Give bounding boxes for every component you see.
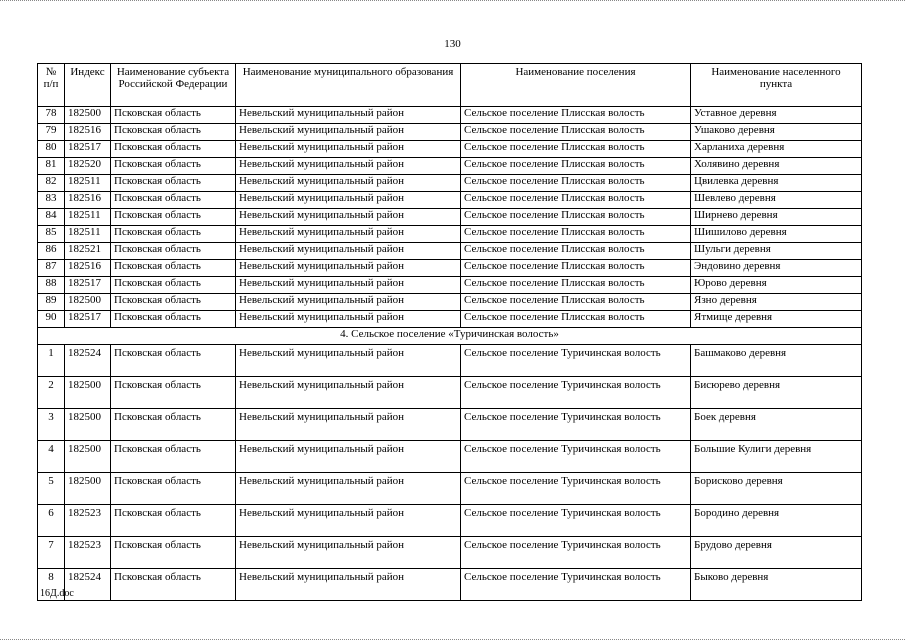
table-row (38, 277, 862, 294)
cell-municipality: Невельский муниципальный район (236, 158, 461, 175)
cell-locality: Башмаково деревня (691, 345, 862, 377)
cell-settlement: Сельское поселение Плисская волость (461, 192, 691, 209)
cell-locality: Большие Кулиги деревня (691, 441, 862, 473)
cell-locality: Эндовино деревня (691, 260, 862, 277)
section-heading-group (38, 328, 862, 345)
scan-edge-bottom (0, 631, 905, 640)
cell-locality: Язно деревня (691, 294, 862, 311)
header-num: № п/п (38, 64, 65, 107)
cell-num: 87 (38, 260, 65, 277)
cell-index: 182523 (65, 505, 111, 537)
table-row (38, 107, 862, 124)
cell-settlement: Сельское поселение Туричинская волость (461, 345, 691, 377)
table-row (38, 141, 862, 158)
cell-subject: Псковская область (111, 158, 236, 175)
settlement-registry-table (37, 63, 862, 601)
cell-locality: Холявино деревня (691, 158, 862, 175)
cell-locality: Харланиха деревня (691, 141, 862, 158)
header-settlement: Наименование поселения (461, 64, 691, 107)
cell-num: 80 (38, 141, 65, 158)
cell-index: 182500 (65, 377, 111, 409)
cell-subject: Псковская область (111, 569, 236, 601)
cell-subject: Псковская область (111, 277, 236, 294)
cell-num: 5 (38, 473, 65, 505)
cell-municipality: Невельский муниципальный район (236, 141, 461, 158)
cell-locality: Шевлево деревня (691, 192, 862, 209)
cell-settlement: Сельское поселение Плисская волость (461, 243, 691, 260)
table-row (38, 158, 862, 175)
cell-subject: Псковская область (111, 505, 236, 537)
cell-municipality: Невельский муниципальный район (236, 226, 461, 243)
cell-subject: Псковская область (111, 311, 236, 328)
cell-settlement: Сельское поселение Плисская волость (461, 175, 691, 192)
table-row (38, 294, 862, 311)
cell-index: 182517 (65, 311, 111, 328)
cell-num: 85 (38, 226, 65, 243)
cell-locality: Шульги деревня (691, 243, 862, 260)
cell-municipality: Невельский муниципальный район (236, 409, 461, 441)
table-row (38, 260, 862, 277)
cell-index: 182500 (65, 107, 111, 124)
table-row (38, 243, 862, 260)
cell-num: 2 (38, 377, 65, 409)
cell-locality: Юрово деревня (691, 277, 862, 294)
cell-num: 84 (38, 209, 65, 226)
cell-num: 82 (38, 175, 65, 192)
cell-subject: Псковская область (111, 209, 236, 226)
cell-index: 182500 (65, 473, 111, 505)
cell-subject: Псковская область (111, 409, 236, 441)
cell-num: 86 (38, 243, 65, 260)
table-row (38, 124, 862, 141)
cell-municipality: Невельский муниципальный район (236, 505, 461, 537)
cell-num: 79 (38, 124, 65, 141)
cell-locality: Ширнево деревня (691, 209, 862, 226)
cell-municipality: Невельский муниципальный район (236, 377, 461, 409)
cell-settlement: Сельское поселение Туричинская волость (461, 441, 691, 473)
cell-num: 3 (38, 409, 65, 441)
cell-num: 83 (38, 192, 65, 209)
cell-settlement: Сельское поселение Туричинская волость (461, 569, 691, 601)
table-row (38, 569, 862, 601)
cell-settlement: Сельское поселение Плисская волость (461, 311, 691, 328)
cell-index: 182516 (65, 192, 111, 209)
cell-index: 182511 (65, 175, 111, 192)
turichinskaya-rows (38, 345, 862, 601)
cell-locality: Брудово деревня (691, 537, 862, 569)
cell-num: 6 (38, 505, 65, 537)
table-row (38, 473, 862, 505)
cell-locality: Уставное деревня (691, 107, 862, 124)
table-row (38, 441, 862, 473)
cell-settlement: Сельское поселение Туричинская волость (461, 473, 691, 505)
cell-num: 8 (38, 569, 65, 601)
table-row (38, 209, 862, 226)
cell-index: 182516 (65, 260, 111, 277)
cell-subject: Псковская область (111, 226, 236, 243)
cell-municipality: Невельский муниципальный район (236, 294, 461, 311)
cell-municipality: Невельский муниципальный район (236, 260, 461, 277)
cell-municipality: Невельский муниципальный район (236, 107, 461, 124)
header-locality: Наименование населенного пункта (691, 64, 862, 107)
page-number: 130 (444, 38, 461, 50)
footer-filename: 16Д.doc (40, 588, 74, 599)
cell-settlement: Сельское поселение Плисская волость (461, 277, 691, 294)
cell-settlement: Сельское поселение Плисская волость (461, 260, 691, 277)
cell-settlement: Сельское поселение Туричинская волость (461, 377, 691, 409)
table-row (38, 345, 862, 377)
table-row (38, 175, 862, 192)
cell-municipality: Невельский муниципальный район (236, 345, 461, 377)
section-heading-row (38, 328, 862, 345)
cell-index: 182511 (65, 226, 111, 243)
cell-num: 4 (38, 441, 65, 473)
cell-index: 182517 (65, 141, 111, 158)
cell-index: 182500 (65, 409, 111, 441)
cell-municipality: Невельский муниципальный район (236, 441, 461, 473)
cell-settlement: Сельское поселение Плисская волость (461, 158, 691, 175)
cell-settlement: Сельское поселение Плисская волость (461, 294, 691, 311)
cell-locality: Быково деревня (691, 569, 862, 601)
cell-num: 90 (38, 311, 65, 328)
cell-locality: Шишилово деревня (691, 226, 862, 243)
cell-municipality: Невельский муниципальный район (236, 537, 461, 569)
cell-num: 81 (38, 158, 65, 175)
cell-municipality: Невельский муниципальный район (236, 124, 461, 141)
cell-index: 182524 (65, 345, 111, 377)
header-index: Индекс (65, 64, 111, 107)
table-header-row (38, 64, 862, 107)
cell-index: 182500 (65, 441, 111, 473)
cell-num: 1 (38, 345, 65, 377)
cell-index: 182520 (65, 158, 111, 175)
cell-locality: Ятмище деревня (691, 311, 862, 328)
plisskaya-rows (38, 107, 862, 328)
cell-index: 182517 (65, 277, 111, 294)
cell-settlement: Сельское поселение Плисская волость (461, 124, 691, 141)
cell-municipality: Невельский муниципальный район (236, 569, 461, 601)
header-subject: Наименование субъекта Российской Федерации (111, 64, 236, 107)
cell-subject: Псковская область (111, 537, 236, 569)
cell-settlement: Сельское поселение Плисская волость (461, 226, 691, 243)
cell-municipality: Невельский муниципальный район (236, 473, 461, 505)
cell-settlement: Сельское поселение Плисская волость (461, 209, 691, 226)
table-row (38, 409, 862, 441)
cell-locality: Боек деревня (691, 409, 862, 441)
cell-num: 7 (38, 537, 65, 569)
cell-municipality: Невельский муниципальный район (236, 277, 461, 294)
table-row (38, 311, 862, 328)
cell-municipality: Невельский муниципальный район (236, 311, 461, 328)
cell-num: 78 (38, 107, 65, 124)
cell-index: 182516 (65, 124, 111, 141)
cell-subject: Псковская область (111, 192, 236, 209)
cell-index: 182511 (65, 209, 111, 226)
cell-locality: Цвилевка деревня (691, 175, 862, 192)
section-heading: 4. Сельское поселение «Туричинская волость» (38, 328, 862, 345)
cell-municipality: Невельский муниципальный район (236, 243, 461, 260)
table-row (38, 226, 862, 243)
cell-subject: Псковская область (111, 260, 236, 277)
cell-subject: Псковская область (111, 441, 236, 473)
cell-index: 182523 (65, 537, 111, 569)
cell-index: 182500 (65, 294, 111, 311)
cell-subject: Псковская область (111, 377, 236, 409)
cell-index: 182521 (65, 243, 111, 260)
table-row (38, 537, 862, 569)
table-row (38, 192, 862, 209)
cell-locality: Борисково деревня (691, 473, 862, 505)
cell-subject: Псковская область (111, 124, 236, 141)
cell-settlement: Сельское поселение Туричинская волость (461, 409, 691, 441)
cell-subject: Псковская область (111, 345, 236, 377)
cell-locality: Бисюрево деревня (691, 377, 862, 409)
cell-index: 182524 (65, 569, 111, 601)
scan-edge-top (0, 0, 905, 9)
cell-subject: Псковская область (111, 175, 236, 192)
table-row (38, 505, 862, 537)
cell-subject: Псковская область (111, 141, 236, 158)
cell-num: 89 (38, 294, 65, 311)
cell-settlement: Сельское поселение Плисская волость (461, 141, 691, 158)
cell-municipality: Невельский муниципальный район (236, 175, 461, 192)
cell-settlement: Сельское поселение Туричинская волость (461, 537, 691, 569)
cell-locality: Ушаково деревня (691, 124, 862, 141)
cell-subject: Псковская область (111, 107, 236, 124)
cell-settlement: Сельское поселение Туричинская волость (461, 505, 691, 537)
cell-locality: Бородино деревня (691, 505, 862, 537)
cell-municipality: Невельский муниципальный район (236, 209, 461, 226)
cell-municipality: Невельский муниципальный район (236, 192, 461, 209)
cell-subject: Псковская область (111, 473, 236, 505)
header-municipality: Наименование муниципального образования (236, 64, 461, 107)
cell-settlement: Сельское поселение Плисская волость (461, 107, 691, 124)
table-row (38, 377, 862, 409)
cell-num: 88 (38, 277, 65, 294)
cell-subject: Псковская область (111, 243, 236, 260)
cell-subject: Псковская область (111, 294, 236, 311)
